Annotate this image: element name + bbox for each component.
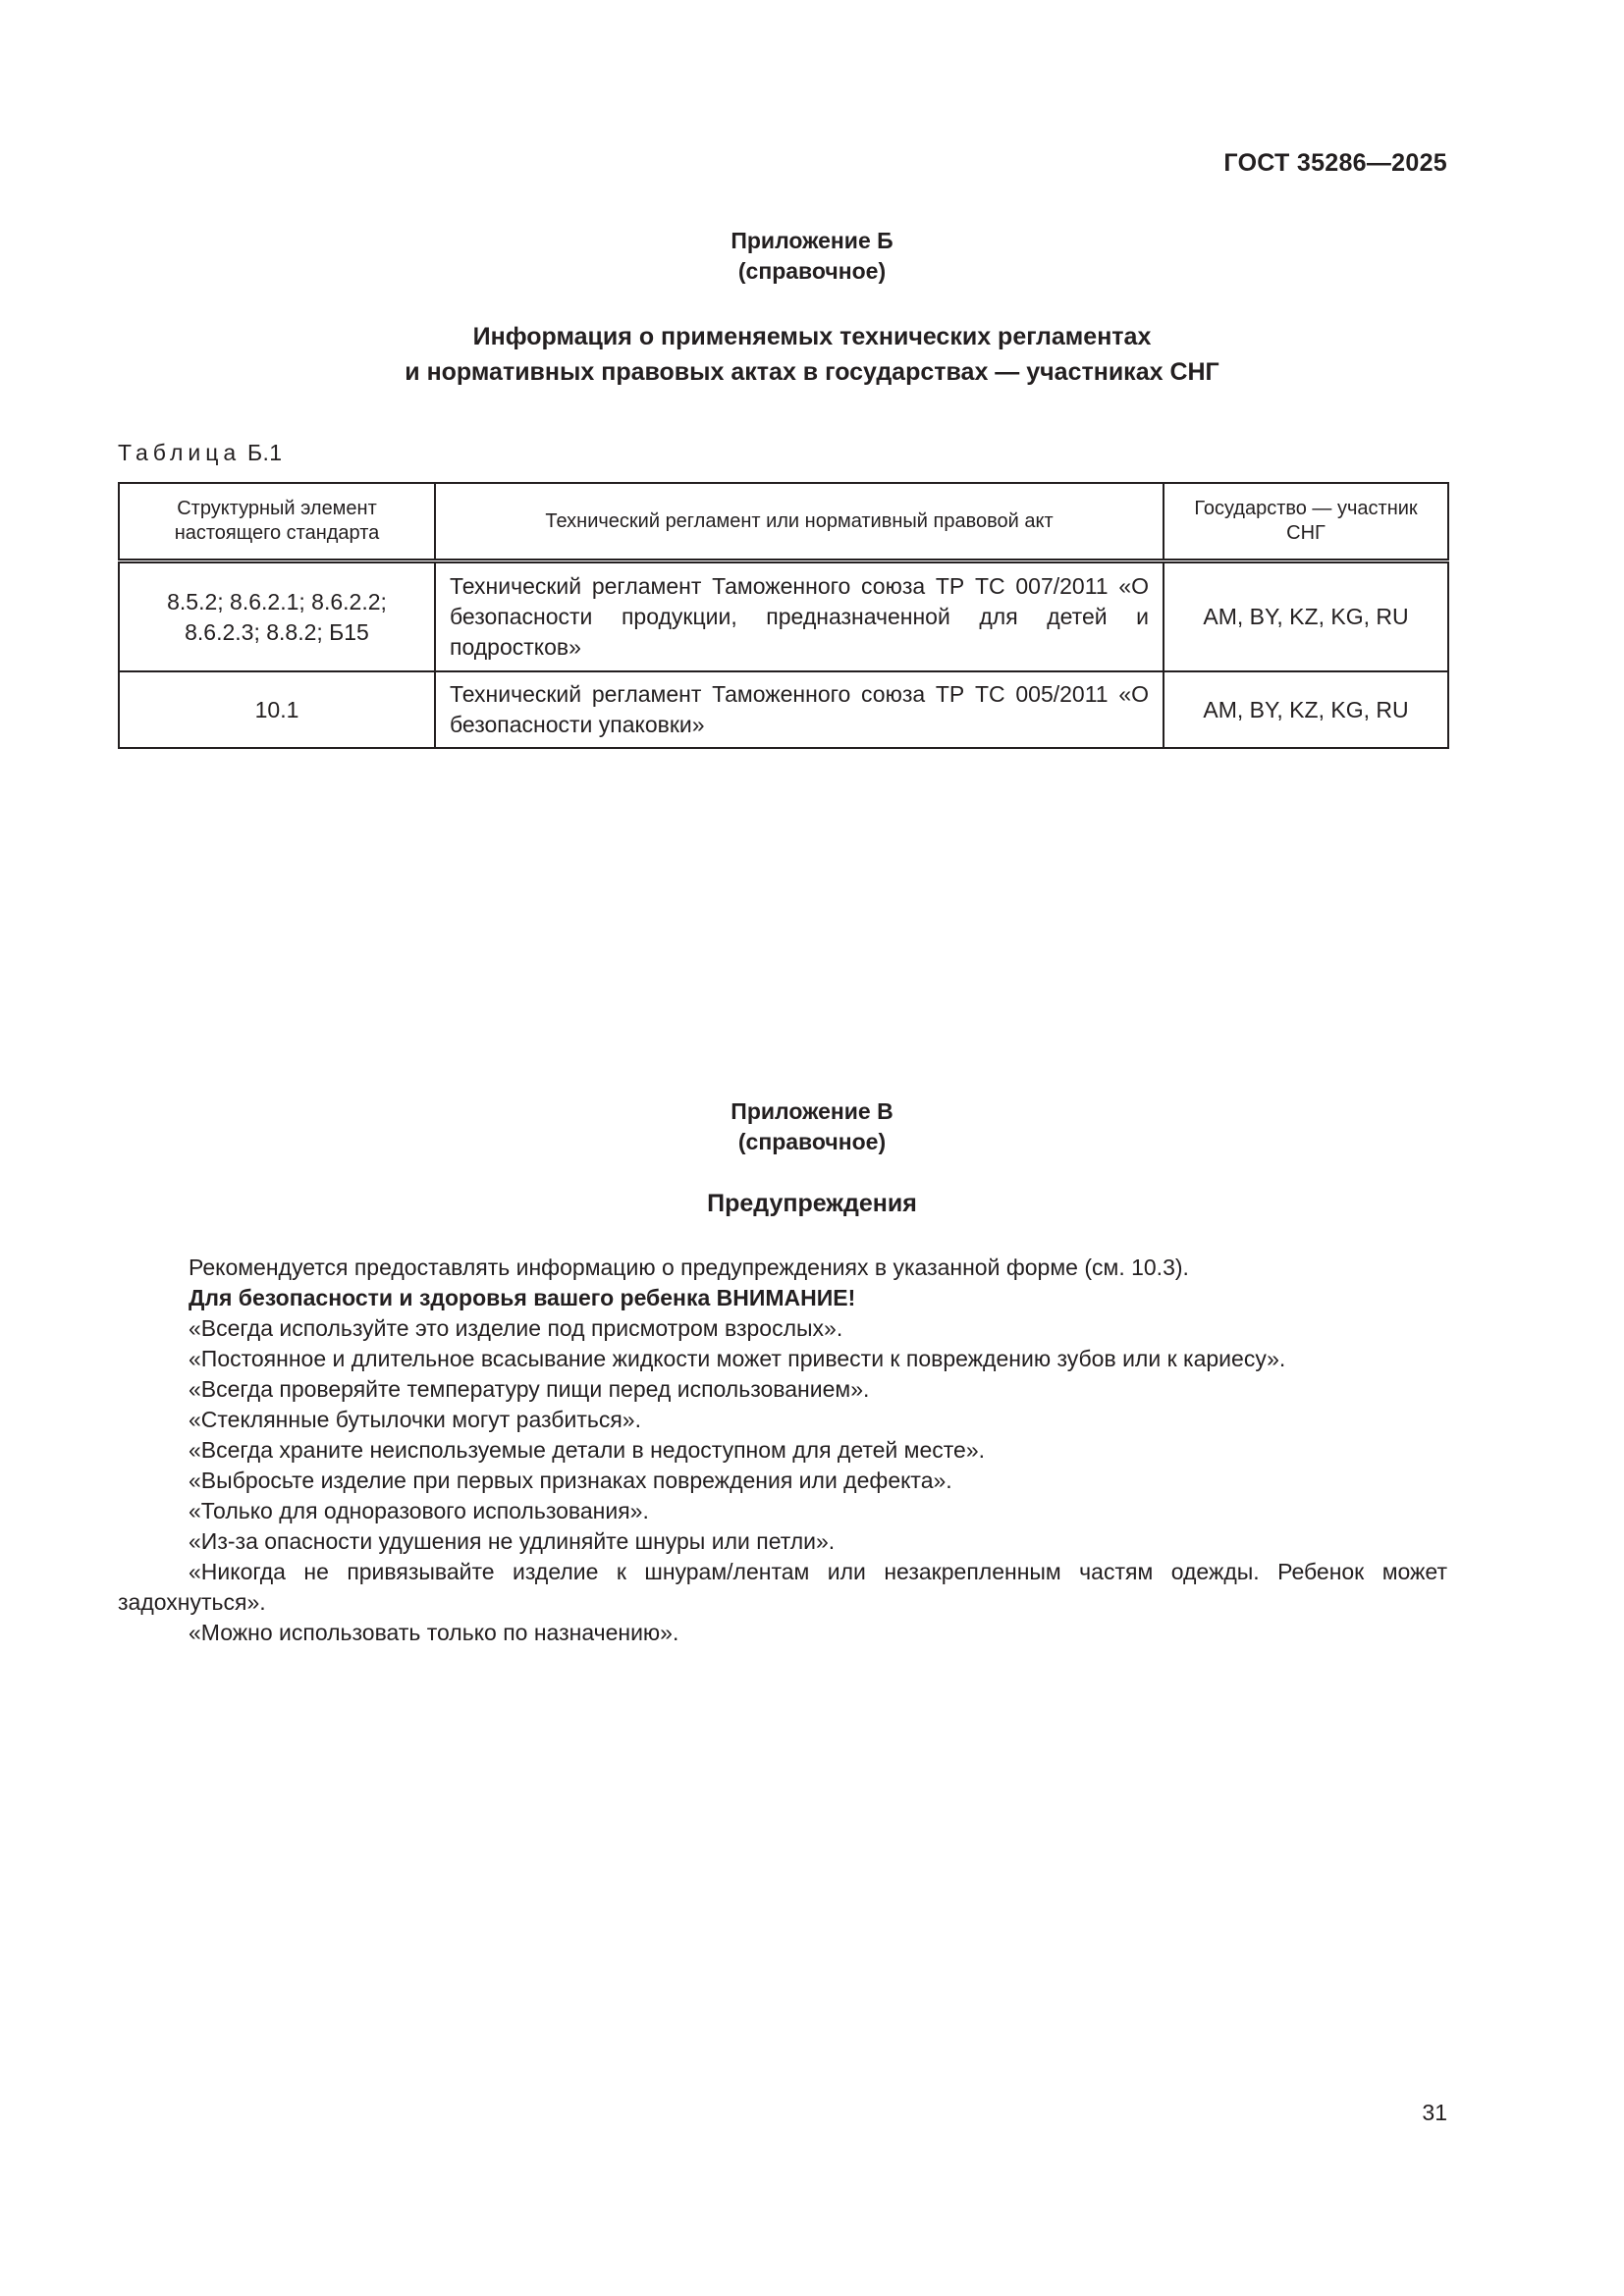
cell-act: Технический регламент Таможенного союза ТР ТС 005/2011 «О безопасности упаковки» <box>435 671 1164 748</box>
warning-item: «Всегда проверяйте температуру пищи перед использованием». <box>189 1376 870 1402</box>
warning-item: «Выбросьте изделие при первых признаках повреждения или дефекта». <box>189 1468 952 1493</box>
warning-item: «Можно использовать только по назначению». <box>189 1620 679 1645</box>
warnings-text <box>118 1253 1447 1648</box>
cell-element: 8.5.2; 8.6.2.1; 8.6.2.2; 8.6.2.3; 8.8.2; Б15 <box>119 561 435 672</box>
appendix-v-title: Приложение В <box>731 1098 893 1124</box>
cell-states: AM, BY, KZ, KG, RU <box>1164 561 1448 672</box>
appendix-b-section-title <box>0 319 1624 390</box>
warnings-attention: Для безопасности и здоровья вашего ребенка ВНИМАНИЕ! <box>189 1285 856 1310</box>
warning-item: «Стеклянные бутылочки могут разбиться». <box>189 1407 641 1432</box>
cell-states: AM, BY, KZ, KG, RU <box>1164 671 1448 748</box>
warnings-intro: Рекомендуется предоставлять информацию о предупреждениях в указанной форме (см. 10.3). <box>189 1255 1189 1280</box>
table-label <box>118 440 282 466</box>
appendix-b-heading <box>0 226 1624 287</box>
table-label-number: Б.1 <box>246 440 283 465</box>
appendix-b-heading-line2: и нормативных правовых актах в государствах — участниках СНГ <box>405 358 1219 386</box>
table-row <box>119 671 1448 748</box>
table-header-row <box>119 483 1448 561</box>
appendix-b-subtitle: (справочное) <box>737 258 887 284</box>
cell-element: 10.1 <box>119 671 435 748</box>
column-header-act: Технический регламент или нормативный правовой акт <box>435 483 1164 561</box>
page-number: 31 <box>1422 2100 1447 2125</box>
warning-item: «Всегда храните неиспользуемые детали в недоступном для детей месте». <box>189 1437 986 1463</box>
warning-item: «Только для одноразового использования». <box>189 1498 649 1523</box>
warning-item: «Из-за опасности удушения не удлиняйте шнуры или петли». <box>189 1528 836 1554</box>
cell-act: Технический регламент Таможенного союза ТР ТС 007/2011 «О безопасности продукции, предназначенной для детей и подростков» <box>435 561 1164 672</box>
appendix-b-heading-line1: Информация о применяемых технических регламентах <box>472 323 1152 350</box>
warning-item: «Всегда используйте это изделие под присмотром взрослых». <box>189 1315 843 1341</box>
regulations-table <box>118 482 1449 749</box>
appendix-b-title: Приложение Б <box>731 228 893 253</box>
appendix-v-subtitle: (справочное) <box>737 1129 887 1154</box>
table-row <box>119 561 1448 672</box>
appendix-v-heading <box>0 1096 1624 1157</box>
document-code: ГОСТ 35286—2025 <box>1223 149 1447 177</box>
column-header-state: Государство — участник СНГ <box>1164 483 1448 561</box>
column-header-element: Структурный элемент настоящего стандарта <box>119 483 435 561</box>
table-label-word: Таблица <box>118 440 242 465</box>
warning-item: «Постоянное и длительное всасывание жидкости может привести к повреждению зубов или к кариесу». <box>189 1346 1286 1371</box>
appendix-v-section-title: Предупреждения <box>707 1190 917 1217</box>
warning-item: «Никогда не привязывайте изделие к шнурам/лентам или незакрепленным частям одежды. Ребенок может задохнуться». <box>118 1559 1447 1615</box>
